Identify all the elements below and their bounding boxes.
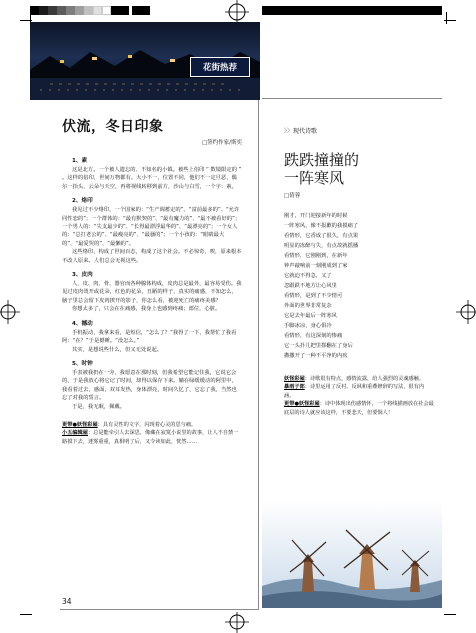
- windmill-illustration: [262, 500, 442, 608]
- crop-mark: [20, 614, 32, 615]
- poem-note: [284, 383, 434, 400]
- poem-line: 它就迫不得急，又了: [284, 273, 332, 279]
- registration-mark-top-icon: [225, 0, 249, 24]
- section-paragraph: 手机振动，我拿来看，是短信，“怎么了？”我得了一下，我帮忙了我看阿：“在？”于是撼睡。“没怎么。”: [62, 329, 237, 345]
- note-text: ：诗里运用了反衬、反讽和重叠修辞的写法，很有内涵。: [284, 384, 425, 399]
- poem-line: 手脚冰凉，身心俱冷: [284, 323, 332, 329]
- swatch-7: [93, 6, 102, 15]
- banner-text: 花街热荐: [202, 63, 237, 73]
- section-3: [62, 270, 242, 314]
- crop-mark: [444, 614, 456, 615]
- note-tag: 妖怪彩屋: [284, 376, 305, 382]
- swatch-black-2: [111, 6, 129, 15]
- section-paragraph: 其实，是想说些什么，但又无处说起。: [72, 346, 163, 353]
- poem-title-line-2: 一阵寒风: [284, 169, 345, 187]
- top-right-rule: [262, 98, 442, 99]
- article-title: 伏流，冬日印象: [62, 119, 164, 135]
- poem-line: 看情形，有这深刻的惨痛: [284, 333, 343, 339]
- editor-note: [62, 421, 242, 429]
- section-heading: 4、撼动: [72, 320, 93, 327]
- poem-byline: □倩蓉: [284, 193, 301, 199]
- swatch-black: [30, 6, 39, 15]
- article-column: [62, 116, 242, 446]
- swatch-4: [66, 6, 75, 15]
- section-2: [62, 196, 242, 265]
- note-tag: 小五编辑屋: [62, 430, 88, 437]
- section-paragraph: 这些烙印，构成了世间百态，构成了这个社会。不必惊奇，唉，原来根本不改人原来。人们总会无视这些。: [62, 249, 242, 264]
- note-text: ：具有灵性的文字，闪现着心灵的思与痛。: [97, 421, 197, 428]
- banner-tag: [190, 57, 250, 77]
- section-paragraph: 你想太多了，只会在在痛感，我身上也感到疼痛；部位，心脏。: [72, 306, 221, 313]
- poem-note: [284, 375, 434, 383]
- swatch-2: [48, 6, 57, 15]
- poem-line: 刚才，开门迎接新年的时候: [284, 213, 348, 219]
- poem-line: 外面的世界非常复杂: [284, 303, 332, 309]
- poem-notes: [284, 375, 434, 417]
- poem-column: [284, 126, 434, 417]
- poem-body: [284, 211, 434, 361]
- poem-title-line-1: 跌跌撞撞的: [284, 151, 360, 169]
- section-heading: 3、皮肉: [72, 272, 93, 279]
- section-heading: 1、素: [72, 158, 88, 164]
- section-4: [62, 319, 242, 354]
- poem-line: 撒撒开了一种不平净的内疚: [284, 353, 348, 359]
- poem-note: [284, 400, 434, 417]
- swatch-6: [84, 6, 93, 15]
- registration-mark-bottom-icon: [225, 612, 249, 633]
- poem-line: 看情形，它刚刚到，在新年: [284, 253, 348, 259]
- section-paragraph: 于是，我无眠，佩戴。: [72, 403, 125, 410]
- registration-mark-left-icon: [0, 300, 20, 324]
- poem-line: 它是去年最后一阵寒风: [284, 313, 337, 319]
- note-tag: 暴雨子郎: [284, 384, 305, 391]
- swatch-5: [75, 6, 84, 15]
- section-paragraph: 人，皮、肉、骨、器官而各种腺体构成，皮肉总是最外，最容易受伤。我见过皮肉烫开或花朵，红色的花朵，丑陋的样子，真实的痛感，不知怎么，脑子里总会留下皮肉挨开的影子，你怎么看，被迎死亡的痛疼美感？: [62, 281, 242, 304]
- note-tag: 更带●妖怪彩屋: [284, 401, 320, 408]
- note-text: ：诗歌很有特点，感情流露，给人强烈的灵魂感触。: [304, 376, 425, 382]
- swatch-3: [57, 6, 66, 15]
- windmill-scene-icon: [262, 500, 442, 608]
- section-1: [62, 156, 242, 191]
- registration-mark-right-icon: [456, 300, 476, 324]
- section-5: [62, 359, 242, 411]
- note-text: ：诗中体现出伤感情怀，一个将线描画放在社会最底层的诗人就应该这样，不要悲天，但要悯人！: [284, 401, 434, 416]
- bottom-rule: [60, 609, 258, 610]
- print-color-bar: [30, 6, 220, 15]
- poem-line: 它一头扑儿把里搽翻在了身后: [284, 343, 353, 349]
- poem-line: 忽跟跌不地方让心风里: [284, 283, 337, 289]
- crop-mark: [446, 12, 447, 24]
- section-paragraph: 手表被我扔在一旁，我愿意在那时刻，但我希望它能记住我，它说它会的，于是我放心将它记了时间，却得以保存下来。躺在绿缓缓动的阿里中，我看着过去，感面，双耳发热，身体漂亮，时间久忆了，它忘了我，当然也忘了对我的誓言。: [62, 369, 237, 402]
- poem-line: 钟声敲响前一刻刚成到了家: [284, 263, 348, 269]
- swatch-black-3: [132, 6, 150, 15]
- editor-note: [62, 429, 242, 446]
- swatch-1: [39, 6, 48, 15]
- note-tag: 更带●妖怪彩屋: [62, 421, 98, 428]
- note-text: ：总是能牵引人去深思，像藏在寂寞小说里的故事，让人不自禁一路摸下去，迷雾重重，真相明了后，又令读如此，恍然……: [62, 430, 239, 445]
- poem-line: 一阵寒风，像不报歉的我摸痛了: [284, 223, 359, 229]
- column-divider: [258, 100, 259, 610]
- swatch-white: [102, 6, 111, 15]
- poem-section-label: 〉〉现代诗歌: [284, 128, 318, 135]
- poem-line: 看情形，是到了不少情可: [284, 293, 343, 299]
- section-heading: 5、时钟: [72, 360, 93, 367]
- section-paragraph: 我见过不少烙印，一个国家的：“生产调蓄定的”、“富前最多的”、“允许同性恋的”；一个群体的：“最有默契的”、“最有魔力的”、“最不被看好的”；一个男人的：“失支最少的”、“长得最漂浮最华的”、“最漂亮的”；一个女人的：“总打老公的”、“最瘦亮的”、“最骚的”；一个小孩的：“眼睛最大的”、“最爱哭的”、“最懒的”。: [62, 207, 241, 247]
- editor-notes: [62, 421, 242, 446]
- poem-line: 明显的冻醉与失，有点故就摇播: [284, 243, 359, 249]
- print-black-bar: [262, 6, 442, 15]
- article-byline: □签约作家/斯奕: [201, 140, 242, 146]
- page-number: 34: [62, 597, 72, 606]
- section-paragraph: 这是北方。一个被人遗忘的、不知名的小镇。被些上俗印 “ 数镜限定的 ” 。这样的俗印，世间万物都有。大小不一，位置不同，他们不一定旦恶，偶尔一抬头，云朵与天空，再将视线转移到前方，沙山与白雪，一个字：素。: [62, 167, 242, 190]
- section-heading: 2、烙印: [72, 198, 93, 205]
- poem-line: 看情形，它香成了很久，有点果: [284, 233, 359, 239]
